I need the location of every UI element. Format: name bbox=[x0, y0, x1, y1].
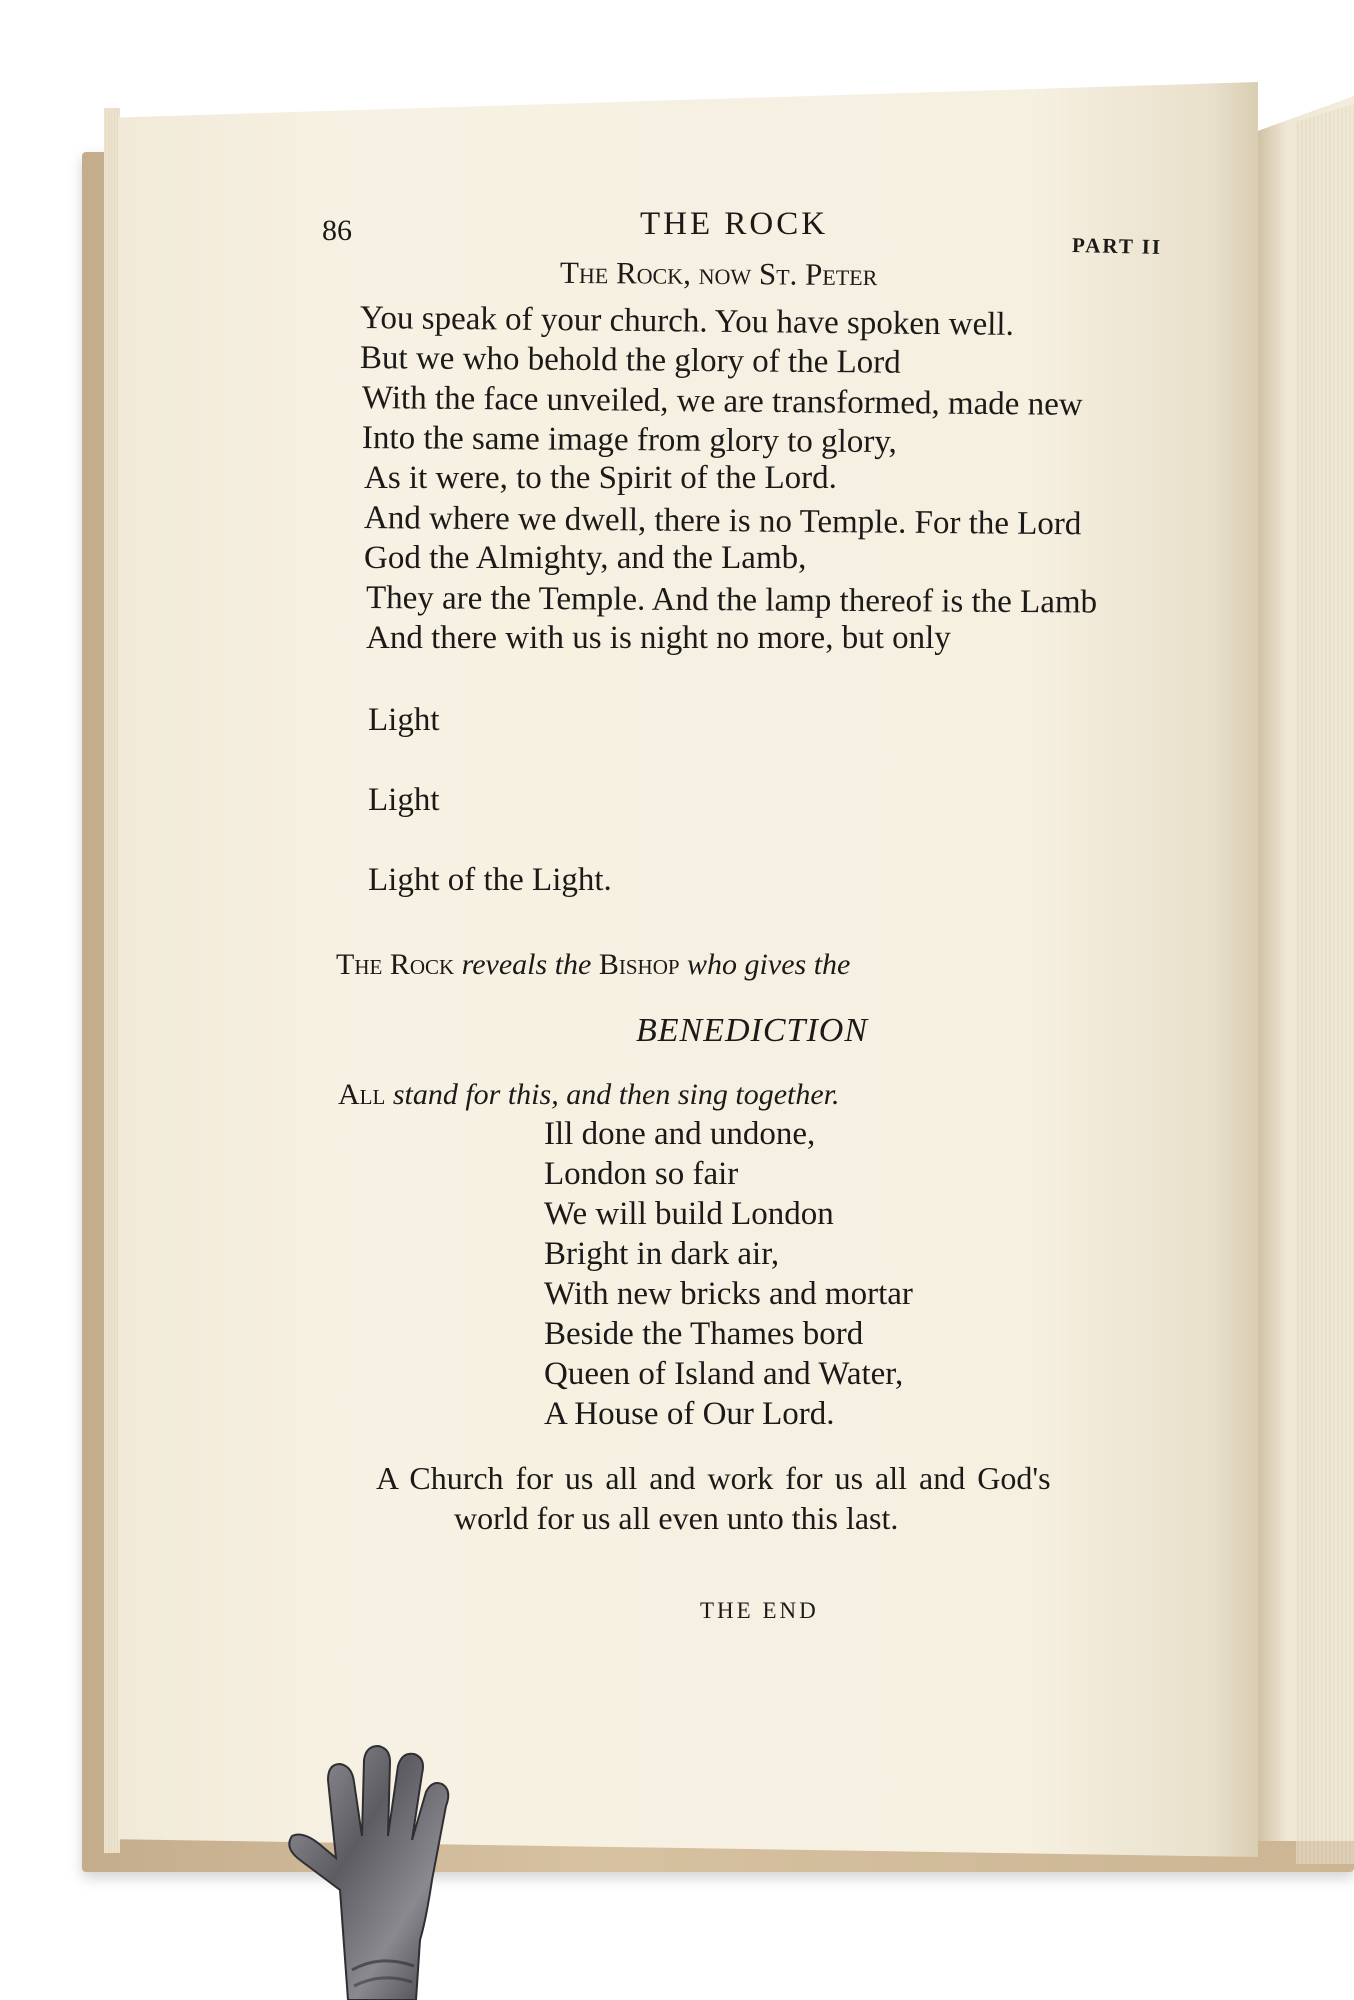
stage-direction-all bbox=[338, 1078, 840, 1112]
light-line: Light bbox=[368, 702, 440, 738]
light-line: Light of the Light. bbox=[368, 862, 612, 898]
facing-page-edges bbox=[1296, 104, 1354, 1864]
running-title: THE ROCK bbox=[640, 206, 829, 242]
stage-direction-reveals: reveals the bbox=[454, 948, 599, 981]
chorus-line: Bright in dark air, bbox=[544, 1236, 780, 1272]
speech-line: And there with us is night no more, but only bbox=[366, 620, 951, 656]
part-label: PART II bbox=[1071, 232, 1163, 260]
speech-line: God the Almighty, and the Lamb, bbox=[364, 540, 807, 576]
chorus-line: With new bricks and mortar bbox=[544, 1276, 913, 1312]
speech-line: They are the Temple. And the lamp thereof is the Lamb bbox=[365, 580, 1098, 621]
speech-line: As it were, to the Spirit of the Lord. bbox=[364, 460, 837, 496]
stage-direction-all-rest: stand for this, and then sing together. bbox=[385, 1078, 840, 1111]
speaker-name: The Rock, now St. Peter bbox=[559, 254, 878, 293]
stage-direction bbox=[336, 948, 850, 982]
closing-line: world for us all even unto this last. bbox=[454, 1500, 899, 1536]
stage-direction-rock: The Rock bbox=[336, 948, 455, 981]
stage-direction-all-word: All bbox=[338, 1078, 386, 1111]
hand-bookmark-icon bbox=[270, 1740, 490, 2000]
speech-line: But we who behold the glory of the Lord bbox=[359, 340, 901, 381]
page-edges bbox=[104, 108, 120, 1853]
benediction-title: BENEDICTION bbox=[636, 1012, 868, 1049]
chorus-line: We will build London bbox=[544, 1196, 834, 1232]
chorus-line: London so fair bbox=[544, 1156, 739, 1192]
closing-line: A Church for us all and work for us all and God's bbox=[376, 1460, 1051, 1496]
chorus-line: Queen of Island and Water, bbox=[544, 1356, 904, 1392]
chorus-line: Beside the Thames bord bbox=[544, 1316, 864, 1352]
speech-line: With the face unveiled, we are transformed, made new bbox=[361, 380, 1083, 423]
speech-line: Into the same image from glory to glory, bbox=[361, 420, 898, 461]
page-number: 86 bbox=[322, 214, 352, 247]
speech-line: And where we dwell, there is no Temple. For the Lord bbox=[363, 500, 1082, 543]
stage-direction-gives: who gives the bbox=[679, 948, 851, 981]
chorus-line: A House of Our Lord. bbox=[544, 1396, 835, 1432]
light-line: Light bbox=[368, 782, 440, 818]
the-end: THE END bbox=[700, 1598, 819, 1623]
chorus-line: Ill done and undone, bbox=[544, 1116, 816, 1152]
stage-direction-bishop: Bishop bbox=[598, 948, 680, 981]
speech-line: You speak of your church. You have spoken well. bbox=[359, 300, 1015, 343]
